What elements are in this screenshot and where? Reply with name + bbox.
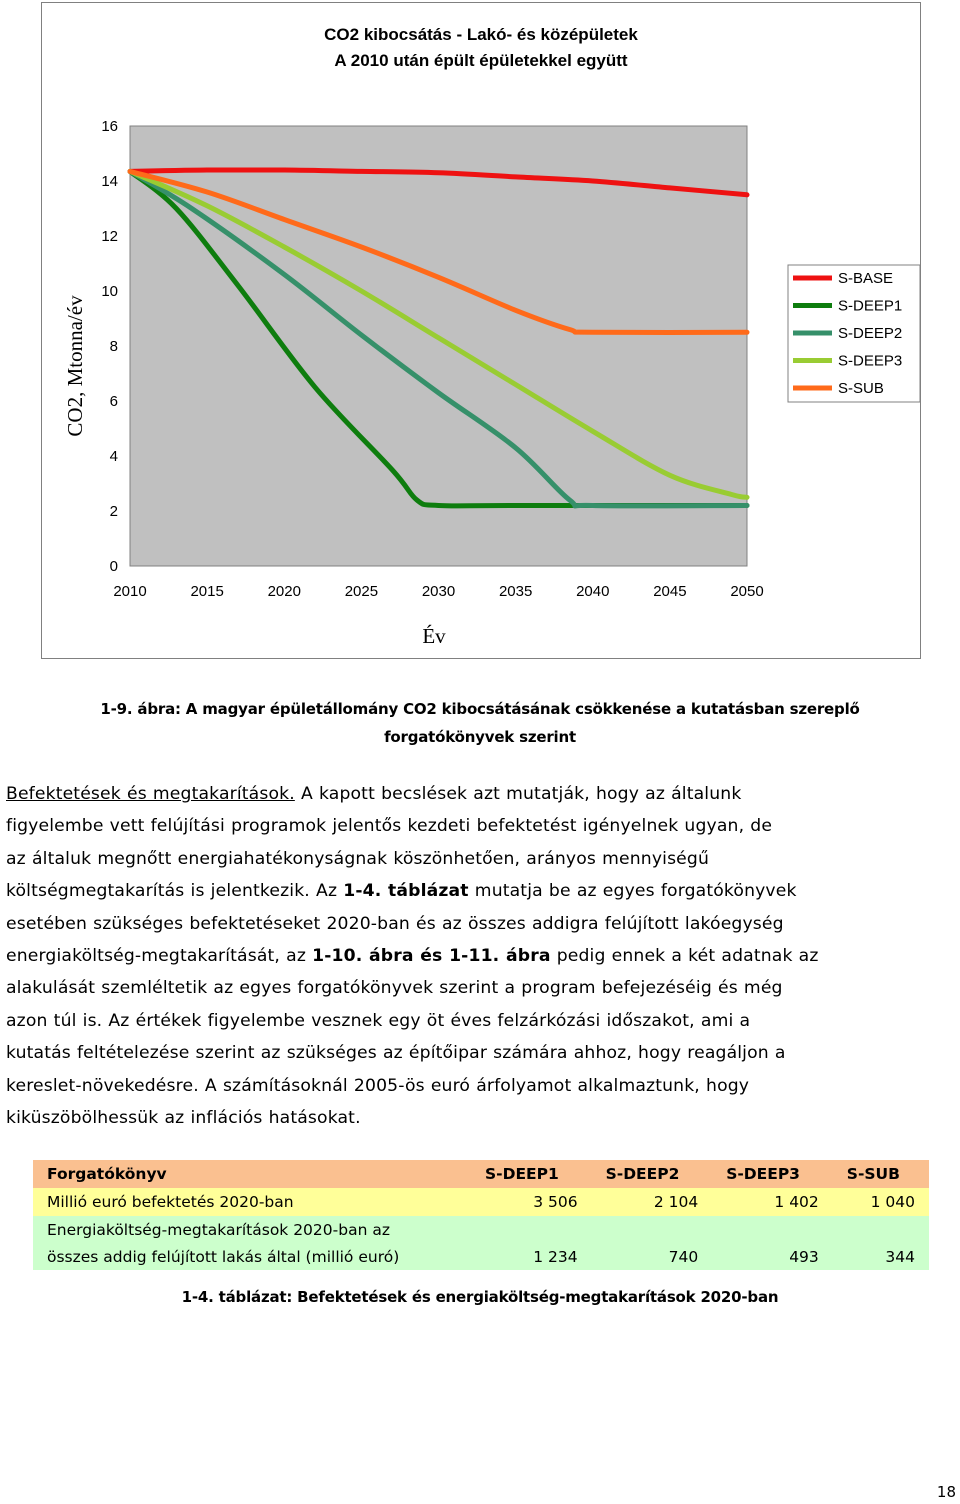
table-cell: 740 bbox=[592, 1243, 713, 1270]
table-row-label: Millió euró befektetés 2020-ban bbox=[33, 1188, 471, 1216]
x-tick-label: 2045 bbox=[653, 583, 687, 600]
y-tick-label: 16 bbox=[101, 118, 118, 135]
paragraph-line: kiküszöbölhessük az inflációs hatásokat. bbox=[6, 1108, 361, 1129]
y-tick-label: 4 bbox=[109, 448, 118, 465]
y-tick-label: 0 bbox=[109, 558, 118, 575]
chart-title-line-1: CO2 kibocsátás - Lakó- és középületek bbox=[324, 25, 638, 44]
table-row-label-line-2: összes addig felújított lakás által (millió euró) bbox=[33, 1243, 471, 1270]
table-cell: 1 402 bbox=[712, 1188, 833, 1216]
plot-area bbox=[130, 126, 747, 566]
x-tick-label: 2010 bbox=[113, 583, 147, 600]
paragraph-line: alakulását szemléltetik az egyes forgatókönyvek szerint a program befejezéséig és még bbox=[6, 978, 783, 999]
x-tick-label: 2040 bbox=[576, 583, 610, 600]
table-header-cell: S-DEEP1 bbox=[471, 1160, 592, 1188]
table-reference: 1-4. táblázat bbox=[343, 881, 469, 902]
table-cell-empty bbox=[833, 1216, 929, 1243]
x-tick-label: 2035 bbox=[498, 583, 533, 600]
table-row-label-line-1: Energiaköltség-megtakarítások 2020-ban az bbox=[33, 1216, 471, 1243]
chart-title-line-2: A 2010 után épült épületekkel együtt bbox=[334, 51, 628, 70]
paragraph-text: mutatja be az egyes forgatókönyvek bbox=[468, 881, 797, 902]
paragraph-text: energiaköltség-megtakarítását, az bbox=[6, 946, 313, 967]
figure-caption-line-2: forgatókönyvek szerint bbox=[384, 728, 576, 746]
paragraph-line bbox=[6, 940, 954, 972]
table-cell-empty bbox=[592, 1216, 713, 1243]
legend-label-s-deep1: S-DEEP1 bbox=[838, 297, 903, 315]
figure-caption-line-1: 1-9. ábra: A magyar épületállomány CO2 kibocsátásának csökkenése a kutatásban szereplő bbox=[100, 700, 860, 718]
table-cell: 1 040 bbox=[833, 1188, 929, 1216]
paragraph-line: azon túl is. Az értékek figyelembe vesznek egy öt éves felzárkózási időszakot, ami a bbox=[6, 1010, 751, 1031]
table-row bbox=[33, 1216, 929, 1243]
figure-reference: 1-10. ábra és 1-11. ábra bbox=[312, 946, 551, 967]
table-header-row bbox=[33, 1160, 929, 1188]
legend-label-s-deep3: S-DEEP3 bbox=[838, 352, 903, 370]
x-tick-label: 2050 bbox=[730, 583, 764, 600]
paragraph-line bbox=[6, 778, 954, 810]
x-axis-ticks bbox=[113, 583, 763, 600]
y-tick-label: 6 bbox=[109, 393, 118, 410]
investment-savings-table bbox=[33, 1160, 929, 1270]
table-caption: 1-4. táblázat: Befektetések és energiaköltség-megtakarítások 2020-ban bbox=[181, 1288, 779, 1306]
y-tick-label: 10 bbox=[101, 283, 118, 300]
paragraph-line: esetében szükséges befektetéseket 2020-ban és az összes addigra felújított lakóegység bbox=[6, 913, 784, 934]
page-number: 18 bbox=[936, 1483, 956, 1501]
table-header-cell: S-DEEP2 bbox=[592, 1160, 713, 1188]
y-tick-label: 14 bbox=[101, 173, 118, 190]
table-row bbox=[33, 1243, 929, 1270]
table-cell-empty bbox=[712, 1216, 833, 1243]
paragraph-text: költségmegtakarítás is jelentkezik. Az bbox=[6, 881, 344, 902]
y-tick-label: 8 bbox=[109, 338, 118, 355]
table-cell: 3 506 bbox=[471, 1188, 592, 1216]
table-cell: 493 bbox=[712, 1243, 833, 1270]
x-tick-label: 2030 bbox=[421, 583, 456, 600]
table-cell-empty bbox=[471, 1216, 592, 1243]
x-tick-label: 2015 bbox=[190, 583, 224, 600]
paragraph-line bbox=[6, 875, 954, 907]
legend-label-s-sub: S-SUB bbox=[838, 380, 884, 397]
y-axis-ticks bbox=[101, 118, 118, 575]
legend-label-s-deep2: S-DEEP2 bbox=[838, 325, 903, 342]
section-heading: Befektetések és megtakarítások. bbox=[6, 784, 295, 804]
x-axis-title: Év bbox=[422, 624, 446, 648]
table-header-cell: Forgatókönyv bbox=[33, 1160, 471, 1188]
chart-canvas bbox=[42, 3, 920, 658]
y-axis-title: CO2, Mtonna/év bbox=[63, 295, 87, 437]
table-header-cell: S-SUB bbox=[833, 1160, 929, 1188]
x-tick-label: 2020 bbox=[267, 583, 301, 600]
paragraph-line: az általuk megnőtt energiahatékonyságnak köszönhetően, arányos mennyiségű bbox=[6, 848, 710, 869]
legend-label-s-base: S-BASE bbox=[838, 270, 894, 287]
paragraph-text: pedig ennek a két adatnak az bbox=[550, 946, 819, 967]
body-paragraph bbox=[6, 778, 954, 1134]
table-cell: 344 bbox=[833, 1243, 929, 1270]
x-tick-label: 2025 bbox=[344, 583, 379, 600]
table-cell: 2 104 bbox=[592, 1188, 713, 1216]
table-row bbox=[33, 1188, 929, 1216]
table-cell: 1 234 bbox=[471, 1243, 592, 1270]
y-tick-label: 12 bbox=[101, 228, 118, 245]
co2-emission-chart bbox=[41, 2, 921, 659]
y-tick-label: 2 bbox=[109, 503, 118, 520]
table-header-cell: S-DEEP3 bbox=[712, 1160, 833, 1188]
paragraph-line: figyelembe vett felújítási programok jelentős kezdeti befektetést igényelnek ugyan, de bbox=[6, 816, 773, 837]
paragraph-line: kutatás feltételezése szerint az szükséges az építőipar számára ahhoz, hogy reagáljon a bbox=[6, 1043, 786, 1064]
paragraph-text: A kapott becslések azt mutatják, hogy az általunk bbox=[294, 784, 742, 804]
paragraph-line: kereslet-növekedésre. A számításoknál 2005-ös euró árfolyamot alkalmaztunk, hogy bbox=[6, 1075, 750, 1096]
